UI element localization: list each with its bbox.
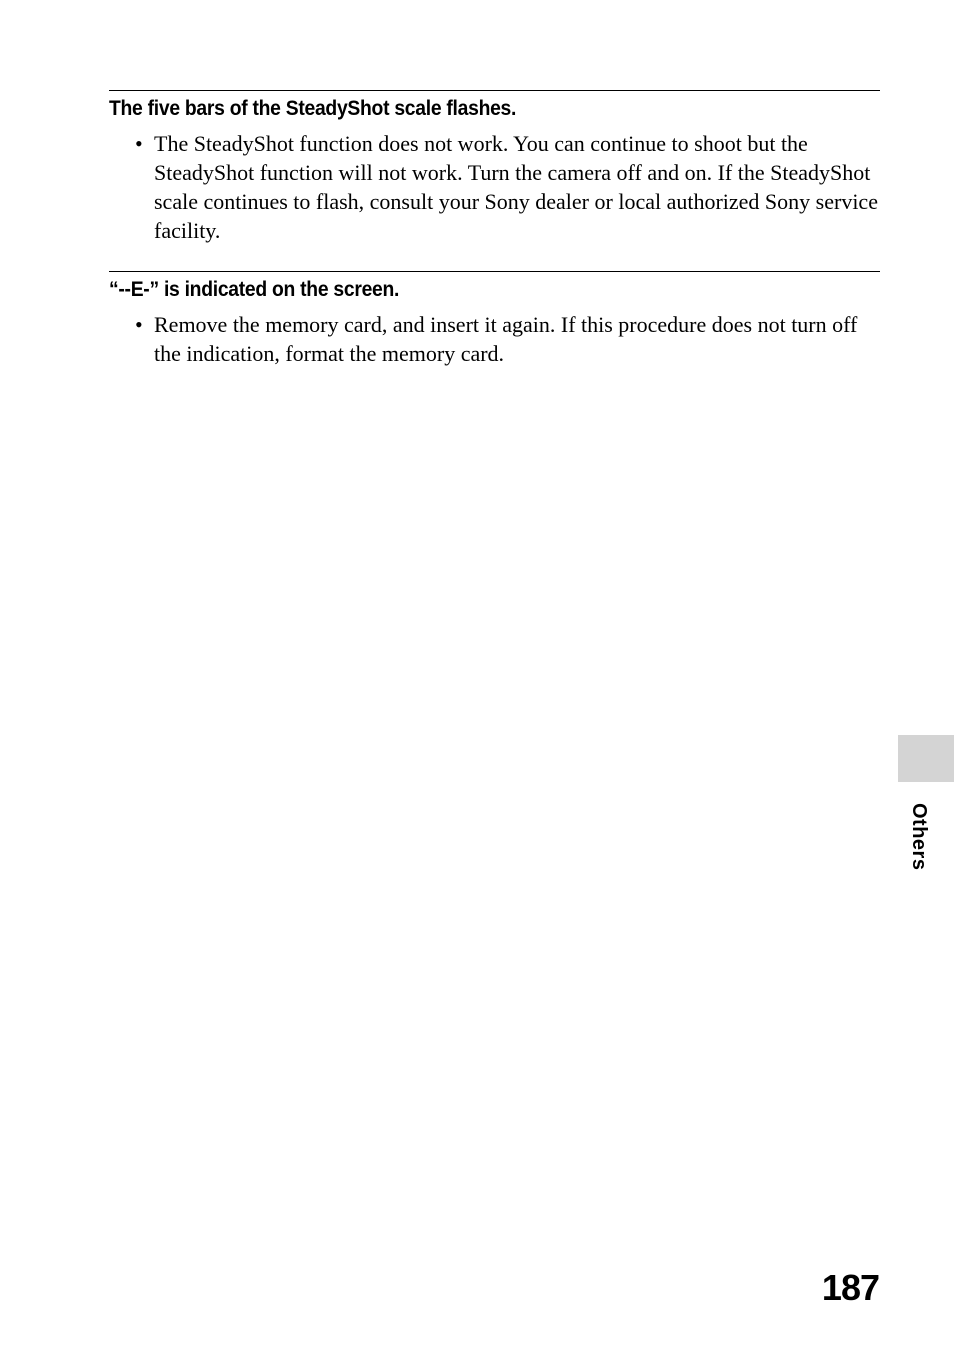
- section-heading: The five bars of the SteadyShot scale flashes.: [109, 97, 517, 120]
- page-number: 187: [821, 1267, 879, 1308]
- chapter-tab-marker: [898, 735, 954, 782]
- bullet-icon: •: [135, 131, 143, 156]
- bullet-icon: •: [135, 312, 143, 337]
- section-heading: “--E-” is indicated on the screen.: [109, 278, 400, 301]
- bullet-list: [109, 310, 880, 368]
- bullet-text: The SteadyShot function does not work. You can continue to shoot but the SteadyShot function will not work. Turn the camera off and on. If the SteadyShot scale continues to flash, consult your Sony dealer or local authorized Sony service facility.: [154, 131, 878, 243]
- bullet-list: [109, 129, 880, 245]
- list-item: [109, 310, 880, 368]
- troubleshooting-section-error-indicator: [109, 271, 880, 368]
- chapter-tab-label: Others: [908, 803, 930, 871]
- list-item: [109, 129, 880, 245]
- troubleshooting-section-steadyshot: [109, 90, 880, 245]
- bullet-text: Remove the memory card, and insert it again. If this procedure does not turn off the indication, format the memory card.: [154, 312, 858, 366]
